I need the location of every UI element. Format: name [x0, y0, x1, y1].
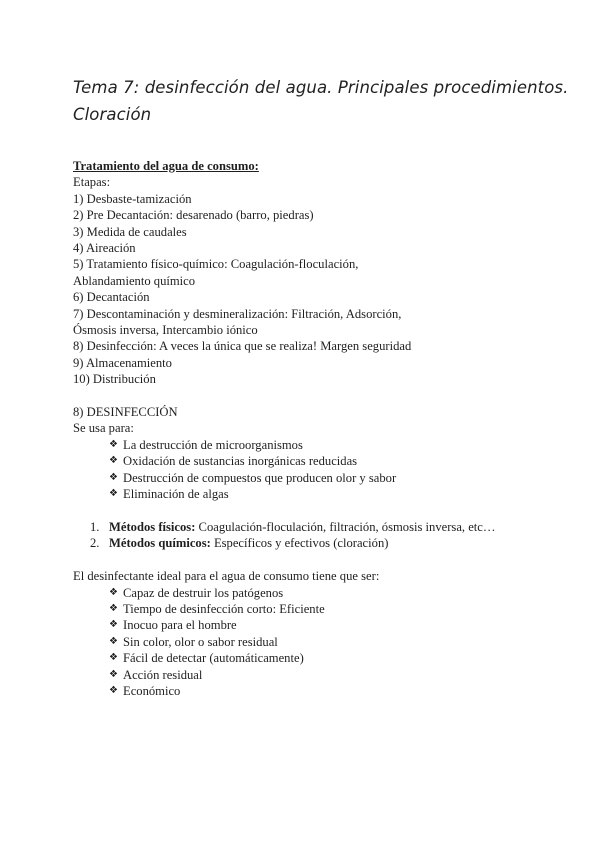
diamond-bullet-icon: ❖: [109, 455, 118, 467]
diamond-bullet-icon: ❖: [109, 602, 118, 614]
list-item-text: Sin color, olor o sabor residual: [123, 634, 278, 649]
stage-line: 9) Almacenamiento: [73, 355, 172, 370]
list-item: [73, 601, 573, 617]
spacer: [73, 503, 573, 519]
diamond-bullet-icon: ❖: [109, 635, 118, 647]
list-item: [73, 470, 573, 486]
method-label: Métodos químicos:: [109, 536, 211, 551]
diamond-bullet-icon: ❖: [109, 652, 118, 664]
list-number: 2.: [90, 536, 100, 551]
diamond-bullet-icon: ❖: [109, 438, 118, 450]
methods-numbered-list: [73, 519, 573, 552]
stage-line: 5) Tratamiento físico-químico: Coagulación-floculación,: [73, 257, 359, 272]
list-item-text: Inocuo para el hombre: [123, 618, 237, 633]
list-item-text: La destrucción de microorganismos: [123, 437, 303, 452]
section-intro-desinfectante-ideal: El desinfectante ideal para el agua de consumo tiene que ser:: [73, 569, 380, 584]
list-item: [73, 585, 573, 601]
stages-list: [73, 191, 573, 388]
section-heading-desinfeccion: 8) DESINFECCIÓN: [73, 405, 178, 420]
list-item: [73, 519, 573, 535]
list-item-text: Fácil de detectar (automáticamente): [123, 651, 304, 666]
list-item: [73, 535, 573, 551]
list-item: [73, 667, 573, 683]
stage-line: 1) Desbaste-tamización: [73, 191, 192, 206]
list-item-text: Económico: [123, 683, 181, 698]
ideal-bullet-list: [73, 585, 573, 700]
document-body: [73, 158, 573, 699]
title-line-2: Cloración: [73, 105, 152, 124]
section-intro-se-usa-para: Se usa para:: [73, 421, 134, 436]
list-item: [73, 453, 573, 469]
spacer: [73, 552, 573, 568]
list-item: [73, 634, 573, 650]
method-label: Métodos físicos:: [109, 519, 196, 534]
title-line-1: Tema 7: desinfección del agua. Principales procedimientos.: [73, 78, 569, 97]
method-text: Específicos y efectivos (cloración): [210, 536, 389, 551]
list-item: [73, 650, 573, 666]
stage-line: 2) Pre Decantación: desarenado (barro, piedras): [73, 208, 314, 223]
section-intro-etapas: Etapas:: [73, 175, 111, 190]
list-number: 1.: [90, 519, 100, 534]
uses-bullet-list: [73, 437, 573, 503]
list-item-text: Eliminación de algas: [123, 487, 229, 502]
document-title: [73, 74, 573, 128]
diamond-bullet-icon: ❖: [109, 586, 118, 598]
diamond-bullet-icon: ❖: [109, 619, 118, 631]
stage-line: 7) Descontaminación y desmineralización: Filtración, Adsorción,: [73, 306, 402, 321]
list-item: [73, 486, 573, 502]
diamond-bullet-icon: ❖: [109, 488, 118, 500]
stage-line: Ósmosis inversa, Intercambio iónico: [73, 323, 258, 338]
list-item-text: Acción residual: [123, 667, 203, 682]
stage-line: 3) Medida de caudales: [73, 224, 187, 239]
spacer: [73, 388, 573, 404]
section-heading-tratamiento: Tratamiento del agua de consumo:: [73, 159, 259, 173]
stage-line: 10) Distribución: [73, 372, 156, 387]
stage-line: Ablandamiento químico: [73, 273, 196, 288]
list-item-text: Tiempo de desinfección corto: Eficiente: [123, 601, 325, 616]
stage-line: 8) Desinfección: A veces la única que se realiza! Margen seguridad: [73, 339, 412, 354]
list-item-text: Capaz de destruir los patógenos: [123, 585, 284, 600]
list-item-text: Oxidación de sustancias inorgánicas reducidas: [123, 454, 358, 469]
diamond-bullet-icon: ❖: [109, 684, 118, 696]
list-item: [73, 437, 573, 453]
stage-line: 4) Aireación: [73, 241, 136, 256]
diamond-bullet-icon: ❖: [109, 471, 118, 483]
list-item-text: Destrucción de compuestos que producen olor y sabor: [123, 470, 397, 485]
list-item: [73, 683, 573, 699]
list-item: [73, 617, 573, 633]
stage-line: 6) Decantación: [73, 290, 150, 305]
method-text: Coagulación-floculación, filtración, ósmosis inversa, etc…: [195, 519, 496, 534]
diamond-bullet-icon: ❖: [109, 668, 118, 680]
